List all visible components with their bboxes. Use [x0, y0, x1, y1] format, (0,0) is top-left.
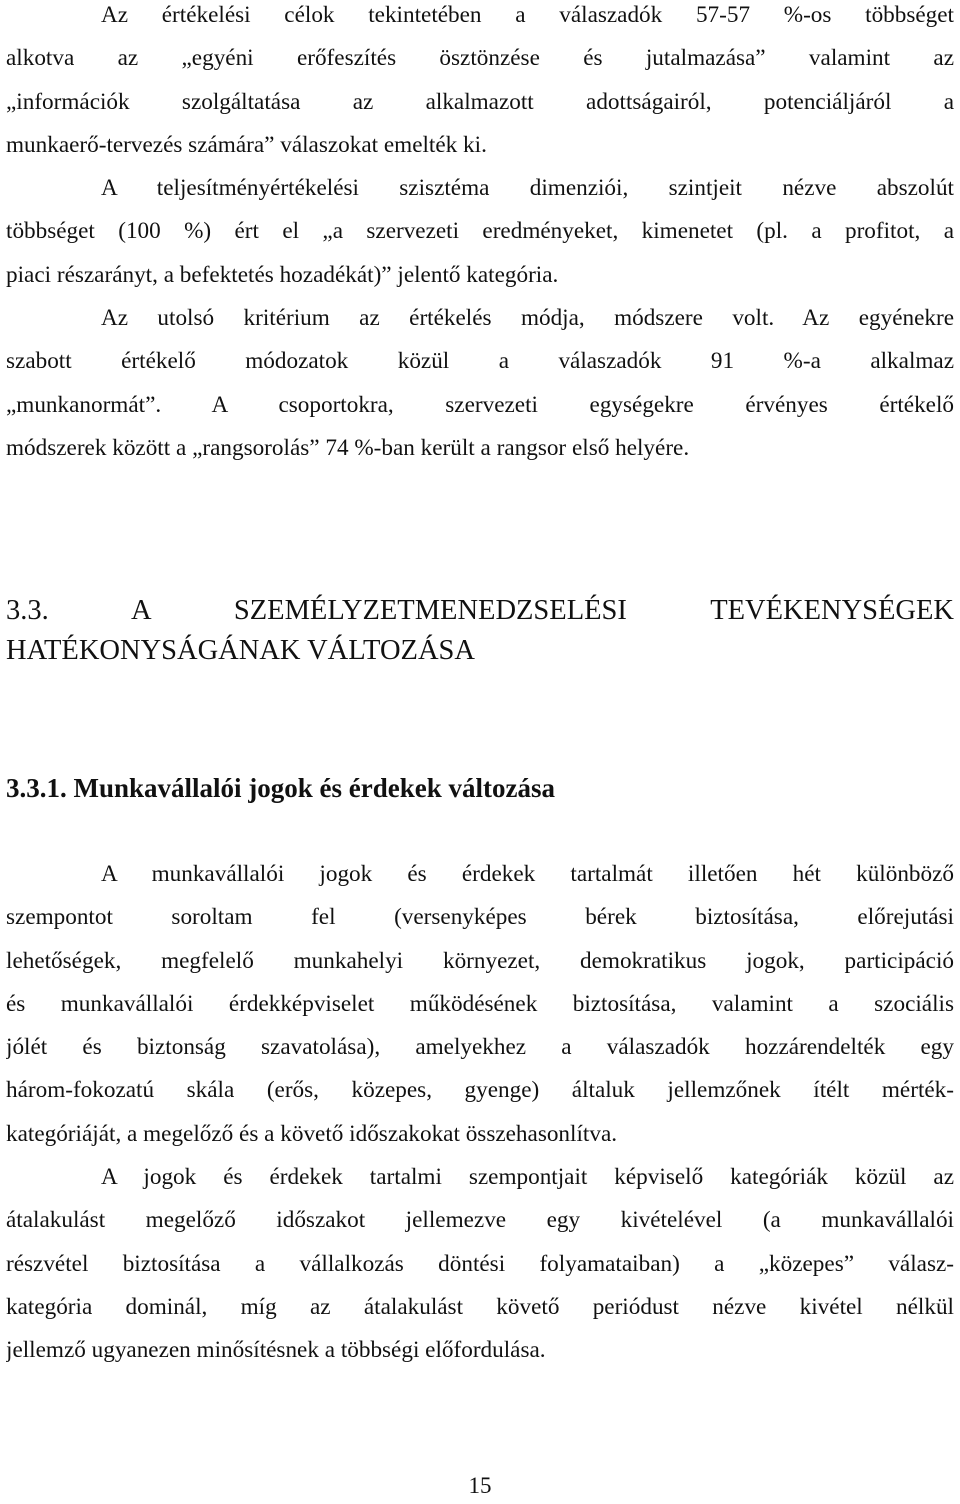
text-line: jellemző ugyanezen minősítésnek a többségi előfordulása.	[6, 1337, 546, 1364]
subsection-heading-3-3-1	[6, 768, 954, 808]
evaluation-paragraphs	[6, 0, 954, 470]
text-line: lehetőségek, megfelelő munkahelyi környezet, demokratikus jogok, participáció	[6, 947, 954, 974]
heading-line	[6, 591, 954, 631]
text-line: Az utolsó kritérium az értékelés módja, módszere volt. Az egyénekre	[101, 305, 954, 332]
text-line: Az értékelési célok tekintetében a válaszadók 57-57 %-os többséget	[101, 2, 954, 28]
text-line: többséget (100 %) ért el „a szervezeti eredményeket, kimenetet (pl. a profitot, a	[6, 218, 954, 245]
text-line: piaci részarányt, a befektetés hozadékát)” jelentő kategória.	[6, 261, 559, 288]
text-line: szempontot soroltam fel (versenyképes bérek biztosítása, előrejutási	[6, 904, 954, 931]
text-line: részvétel biztosítása a vállalkozás döntési folyamataiban) a „közepes” válasz-	[6, 1250, 954, 1277]
text-line: három-fokozatú skála (erős, közepes, gyenge) általuk jellemzőnek ítélt mérték-	[6, 1077, 954, 1104]
heading-line: 3.3.1. Munkavállalói jogok és érdekek változása	[6, 773, 556, 803]
text-line: átalakulást megelőző időszakot jellemezve egy kivételével (a munkavállalói	[6, 1207, 954, 1234]
text-line: kategóriáját, a megelőző és a követő időszakokat összehasonlítva.	[6, 1120, 618, 1147]
text-line: „információk szolgáltatása az alkalmazott adottságairól, potenciáljáról a	[6, 88, 954, 115]
heading-word: A	[131, 595, 151, 626]
text-line: A munkavállalói jogok és érdekek tartalmát illetően hét különböző	[101, 861, 954, 887]
heading-number: 3.3.	[6, 595, 49, 626]
text-line: módszerek között a „rangsorolás” 74 %-ban került a rangsor első helyére.	[6, 434, 690, 461]
text-line: jólét és biztonság szavatolása), amelyekhez a válaszadók hozzárendelték egy	[6, 1034, 954, 1061]
text-line: munkaerő-tervezés számára” válaszokat emelték ki.	[6, 131, 487, 158]
text-line: és munkavállalói érdekképviselet működésének biztosítása, valamint a szociális	[6, 990, 954, 1017]
text-line: A teljesítményértékelési szisztéma dimenziói, szintjeit nézve abszolút	[101, 175, 954, 202]
text-line: alkotva az „egyéni erőfeszítés ösztönzése és jutalmazása” valamint az	[6, 45, 954, 72]
page-number: 15	[468, 1473, 492, 1498]
text-line: „munkanormát”. A csoportokra, szervezeti egységekre érvényes értékelő	[6, 391, 954, 418]
heading-word: SZEMÉLYZETMENEDZSELÉSI	[233, 595, 627, 626]
heading-line: HATÉKONYSÁGÁNAK VÁLTOZÁSA	[6, 635, 475, 666]
section-heading-3-3	[6, 591, 954, 671]
text-line: szabott értékelő módozatok közül a válaszadók 91 %-a alkalmaz	[6, 348, 954, 375]
text-line: kategória dominál, míg az átalakulást követő periódust nézve kivétel nélkül	[6, 1293, 954, 1320]
heading-word: TEVÉKENYSÉGEK	[710, 595, 954, 626]
text-line: A jogok és érdekek tartalmi szempontjait képviselő kategóriák közül az	[101, 1164, 954, 1191]
rights-paragraphs	[6, 853, 954, 1373]
